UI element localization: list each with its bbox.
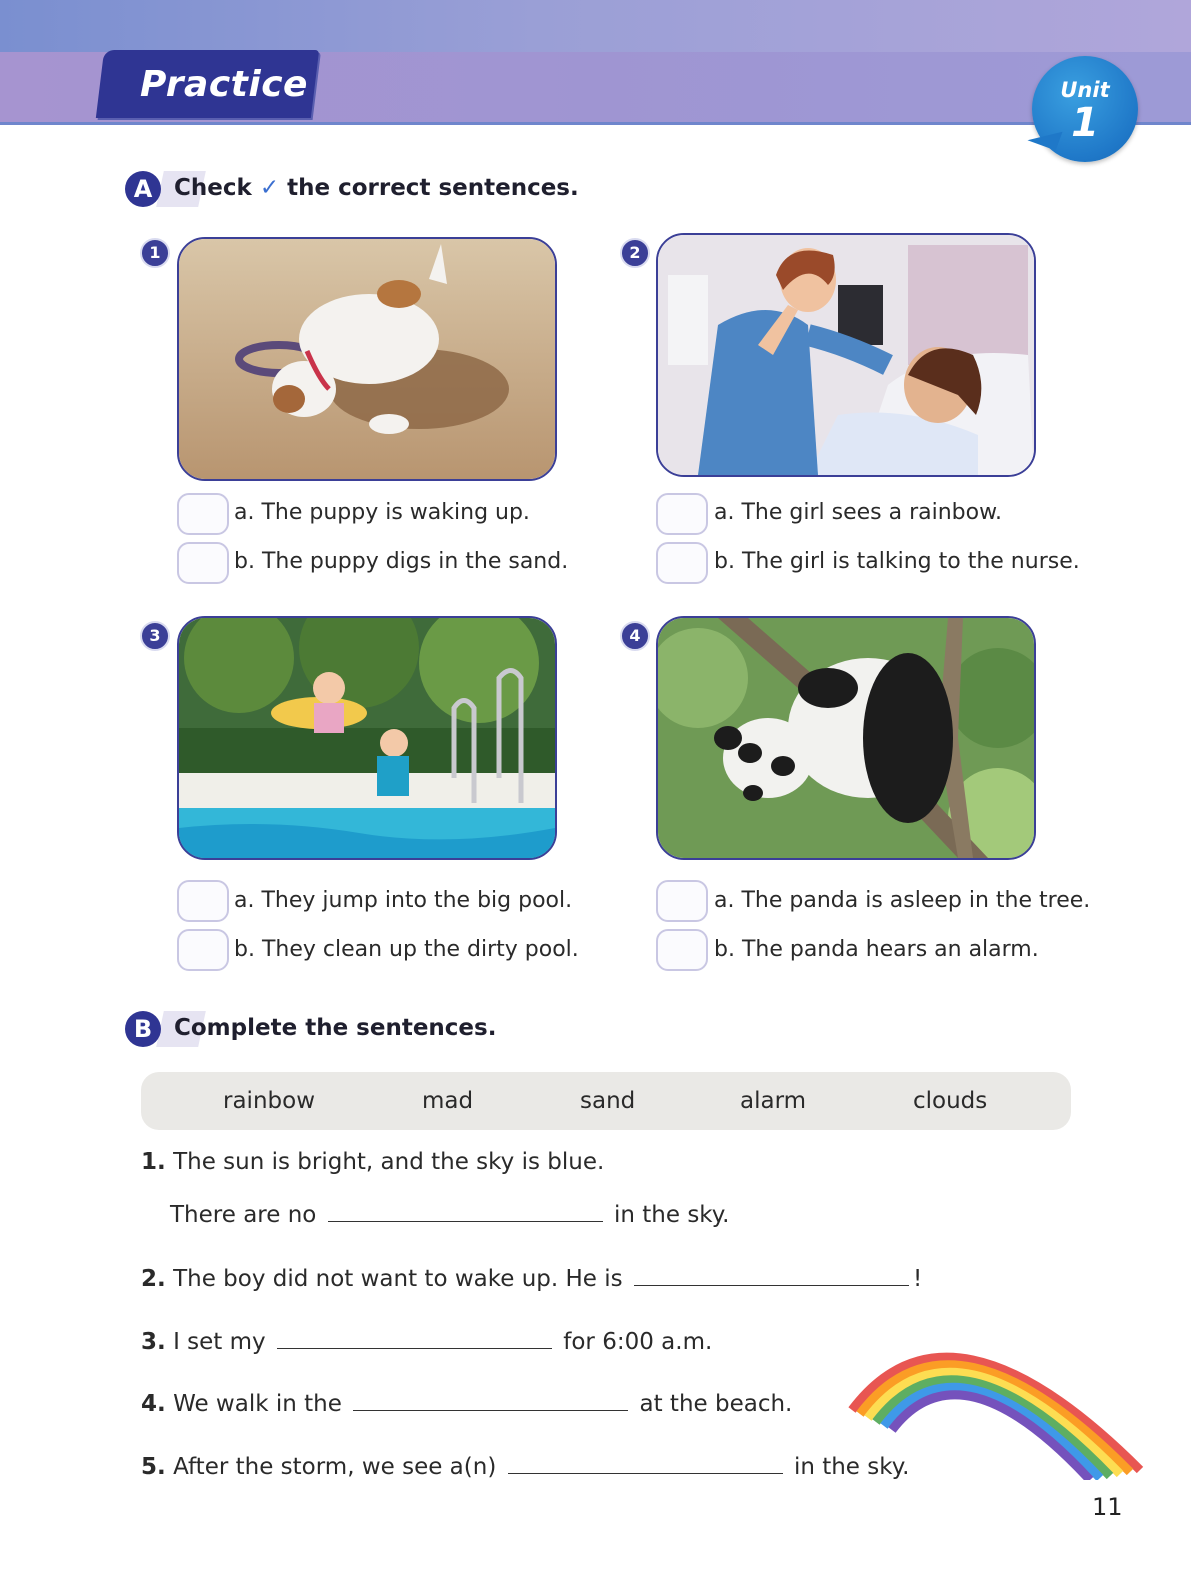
word-bank-item: alarm [740,1088,807,1114]
word-bank-item: mad [422,1088,474,1114]
sentence-2-blank[interactable] [634,1265,909,1286]
page-title: Practice [140,64,308,105]
sentence-4-number: 4. [141,1391,166,1417]
item-1a-text: a. The puppy is waking up. [234,500,530,525]
item-4a-text: a. The panda is asleep in the tree. [714,888,1091,913]
sentence-3-pre: I set my [173,1329,266,1355]
sentence-4-pre: We walk in the [173,1391,342,1417]
unit-badge [1032,56,1138,162]
section-b-badge: B [125,1011,161,1047]
sentence-1-post: in the sky. [613,1202,730,1228]
item-1a-checkbox[interactable] [177,493,229,535]
sentence-3 [141,1328,712,1355]
sentence-2-post: ! [912,1266,923,1292]
check-icon: ✓ [259,175,280,201]
item-4b-text: b. The panda hears an alarm. [714,937,1039,962]
item-2b-checkbox[interactable] [656,542,708,584]
item-3b-checkbox[interactable] [177,929,229,971]
nurse-photo [656,233,1036,477]
page-number: 11 [1092,1493,1123,1521]
sentence-3-number: 3. [141,1329,166,1355]
item-4a-checkbox[interactable] [656,880,708,922]
sentence-1-line1 [141,1149,604,1175]
sentence-3-post: for 6:00 a.m. [563,1329,713,1355]
sentence-4-blank[interactable] [353,1390,628,1411]
puppy-photo [177,237,557,481]
sentence-2 [141,1265,922,1292]
sentence-5-post: in the sky. [793,1454,910,1480]
item-2-number: 2 [620,238,650,268]
sentence-4 [141,1390,792,1417]
sentence-1-line2 [170,1201,729,1228]
item-3a-checkbox[interactable] [177,880,229,922]
item-3-number: 3 [140,621,170,651]
word-bank-item: rainbow [223,1088,315,1114]
sentence-2-number: 2. [141,1266,166,1292]
word-bank-item: sand [580,1088,636,1114]
item-2a-checkbox[interactable] [656,493,708,535]
sentence-5-pre: After the storm, we see a(n) [173,1454,497,1480]
item-4-number: 4 [620,621,650,651]
sentence-1-blank[interactable] [328,1201,603,1222]
panda-photo [656,616,1036,860]
sentence-1-text: The sun is bright, and the sky is blue. [173,1149,605,1175]
item-2a-text: a. The girl sees a rainbow. [714,500,1003,525]
unit-label: Unit [1060,78,1110,102]
header-rule [0,122,1191,125]
item-4b-checkbox[interactable] [656,929,708,971]
sentence-5-number: 5. [141,1454,166,1480]
section-b-title: Complete the sentences. [174,1015,497,1041]
word-bank-item: clouds [913,1088,988,1114]
sentence-2-pre: The boy did not want to wake up. He is [173,1266,623,1292]
pool-photo [177,616,557,860]
item-3a-text: a. They jump into the big pool. [234,888,573,913]
sentence-1-number: 1. [141,1149,166,1175]
sentence-5 [141,1453,909,1480]
item-1b-text: b. The puppy digs in the sand. [234,549,569,574]
section-a-title-pre: Check [174,175,252,201]
item-1b-checkbox[interactable] [177,542,229,584]
rainbow-icon [840,1300,1150,1480]
section-a-title [174,175,579,201]
item-2b-text: b. The girl is talking to the nurse. [714,549,1080,574]
section-a-title-post: the correct sentences. [287,175,579,201]
unit-number: 1 [1071,100,1099,146]
sentence-3-blank[interactable] [277,1328,552,1349]
sentence-4-post: at the beach. [639,1391,793,1417]
sentence-5-blank[interactable] [508,1453,783,1474]
item-3b-text: b. They clean up the dirty pool. [234,937,579,962]
section-a-badge: A [125,171,161,207]
item-1-number: 1 [140,238,170,268]
sentence-1-pre: There are no [170,1202,317,1228]
